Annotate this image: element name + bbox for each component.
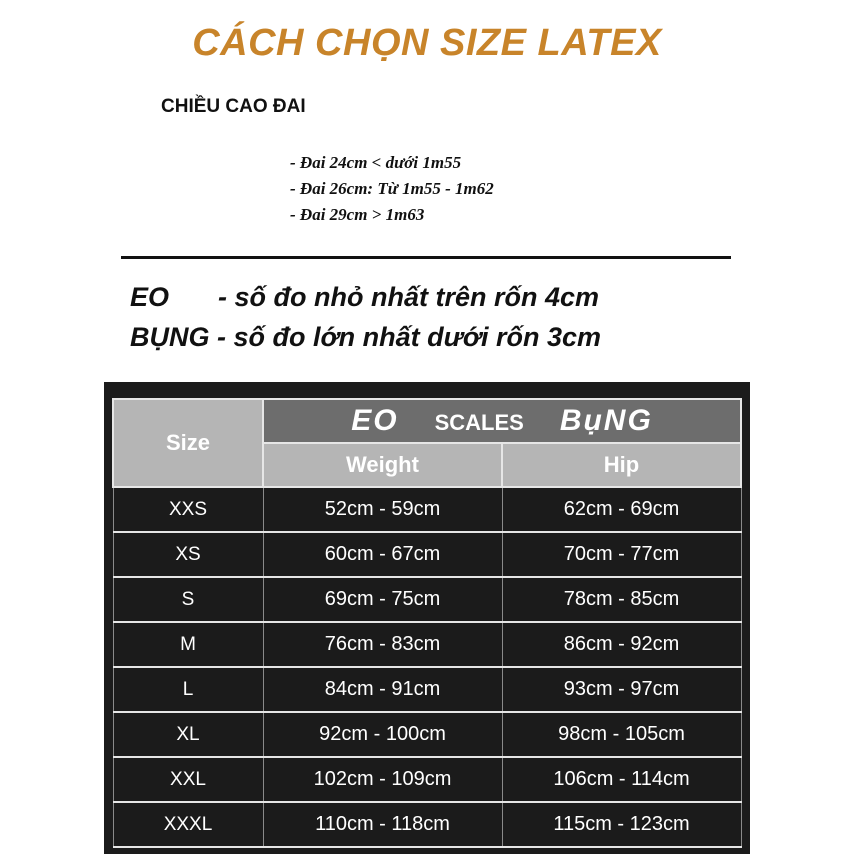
bung-header: BụNG xyxy=(559,404,653,437)
waist-text: - số đo nhỏ nhất trên rốn 4cm xyxy=(218,282,600,312)
scales-label: SCALES xyxy=(434,410,524,435)
eo-header: EO xyxy=(351,404,399,437)
size-cell: L xyxy=(113,667,263,712)
belly-label: BỤNG xyxy=(130,322,210,352)
weight-cell: 102cm - 109cm xyxy=(263,757,502,802)
waist-measurement-note xyxy=(130,282,599,313)
section-divider xyxy=(121,256,731,259)
size-cell: XXXL xyxy=(113,802,263,847)
table-row xyxy=(113,622,741,667)
size-cell: XL xyxy=(113,712,263,757)
weight-cell: 92cm - 100cm xyxy=(263,712,502,757)
page-title: CÁCH CHỌN SIZE LATEX xyxy=(192,22,662,64)
weight-cell: 69cm - 75cm xyxy=(263,577,502,622)
table-row xyxy=(113,577,741,622)
belly-text: - số đo lớn nhất dưới rốn 3cm xyxy=(217,322,602,352)
belt-item: - Đai 26cm: Từ 1m55 - 1m62 xyxy=(290,179,494,198)
weight-cell: 76cm - 83cm xyxy=(263,622,502,667)
hip-column-header: Hip xyxy=(502,443,741,487)
hip-cell: 86cm - 92cm xyxy=(502,622,741,667)
weight-cell: 84cm - 91cm xyxy=(263,667,502,712)
hip-cell: 106cm - 114cm xyxy=(502,757,741,802)
hip-cell: 93cm - 97cm xyxy=(502,667,741,712)
hip-cell: 62cm - 69cm xyxy=(502,487,741,532)
weight-cell: 52cm - 59cm xyxy=(263,487,502,532)
belly-measurement-note xyxy=(130,322,601,353)
hip-cell: 115cm - 123cm xyxy=(502,802,741,847)
size-cell: XXL xyxy=(113,757,263,802)
table-row xyxy=(113,667,741,712)
belt-item: - Đai 29cm > 1m63 xyxy=(290,205,425,224)
size-cell: S xyxy=(113,577,263,622)
weight-cell: 60cm - 67cm xyxy=(263,532,502,577)
hip-cell: 78cm - 85cm xyxy=(502,577,741,622)
table-row xyxy=(113,532,741,577)
table-row xyxy=(113,802,741,847)
size-column-header: Size xyxy=(113,399,263,487)
waist-label: EO xyxy=(130,282,170,312)
hip-cell: 98cm - 105cm xyxy=(502,712,741,757)
hip-cell: 70cm - 77cm xyxy=(502,532,741,577)
weight-cell: 110cm - 118cm xyxy=(263,802,502,847)
belt-list xyxy=(290,150,494,228)
size-cell: XXS xyxy=(113,487,263,532)
belt-item: - Đai 24cm < dưới 1m55 xyxy=(290,153,462,172)
belt-height-heading: CHIỀU CAO ĐAI xyxy=(161,96,306,117)
weight-column-header: Weight xyxy=(263,443,502,487)
table-row xyxy=(113,712,741,757)
scales-header xyxy=(263,399,741,443)
size-cell: M xyxy=(113,622,263,667)
size-cell: XS xyxy=(113,532,263,577)
table-row xyxy=(113,757,741,802)
size-chart-table xyxy=(112,398,742,848)
table-row xyxy=(113,487,741,532)
